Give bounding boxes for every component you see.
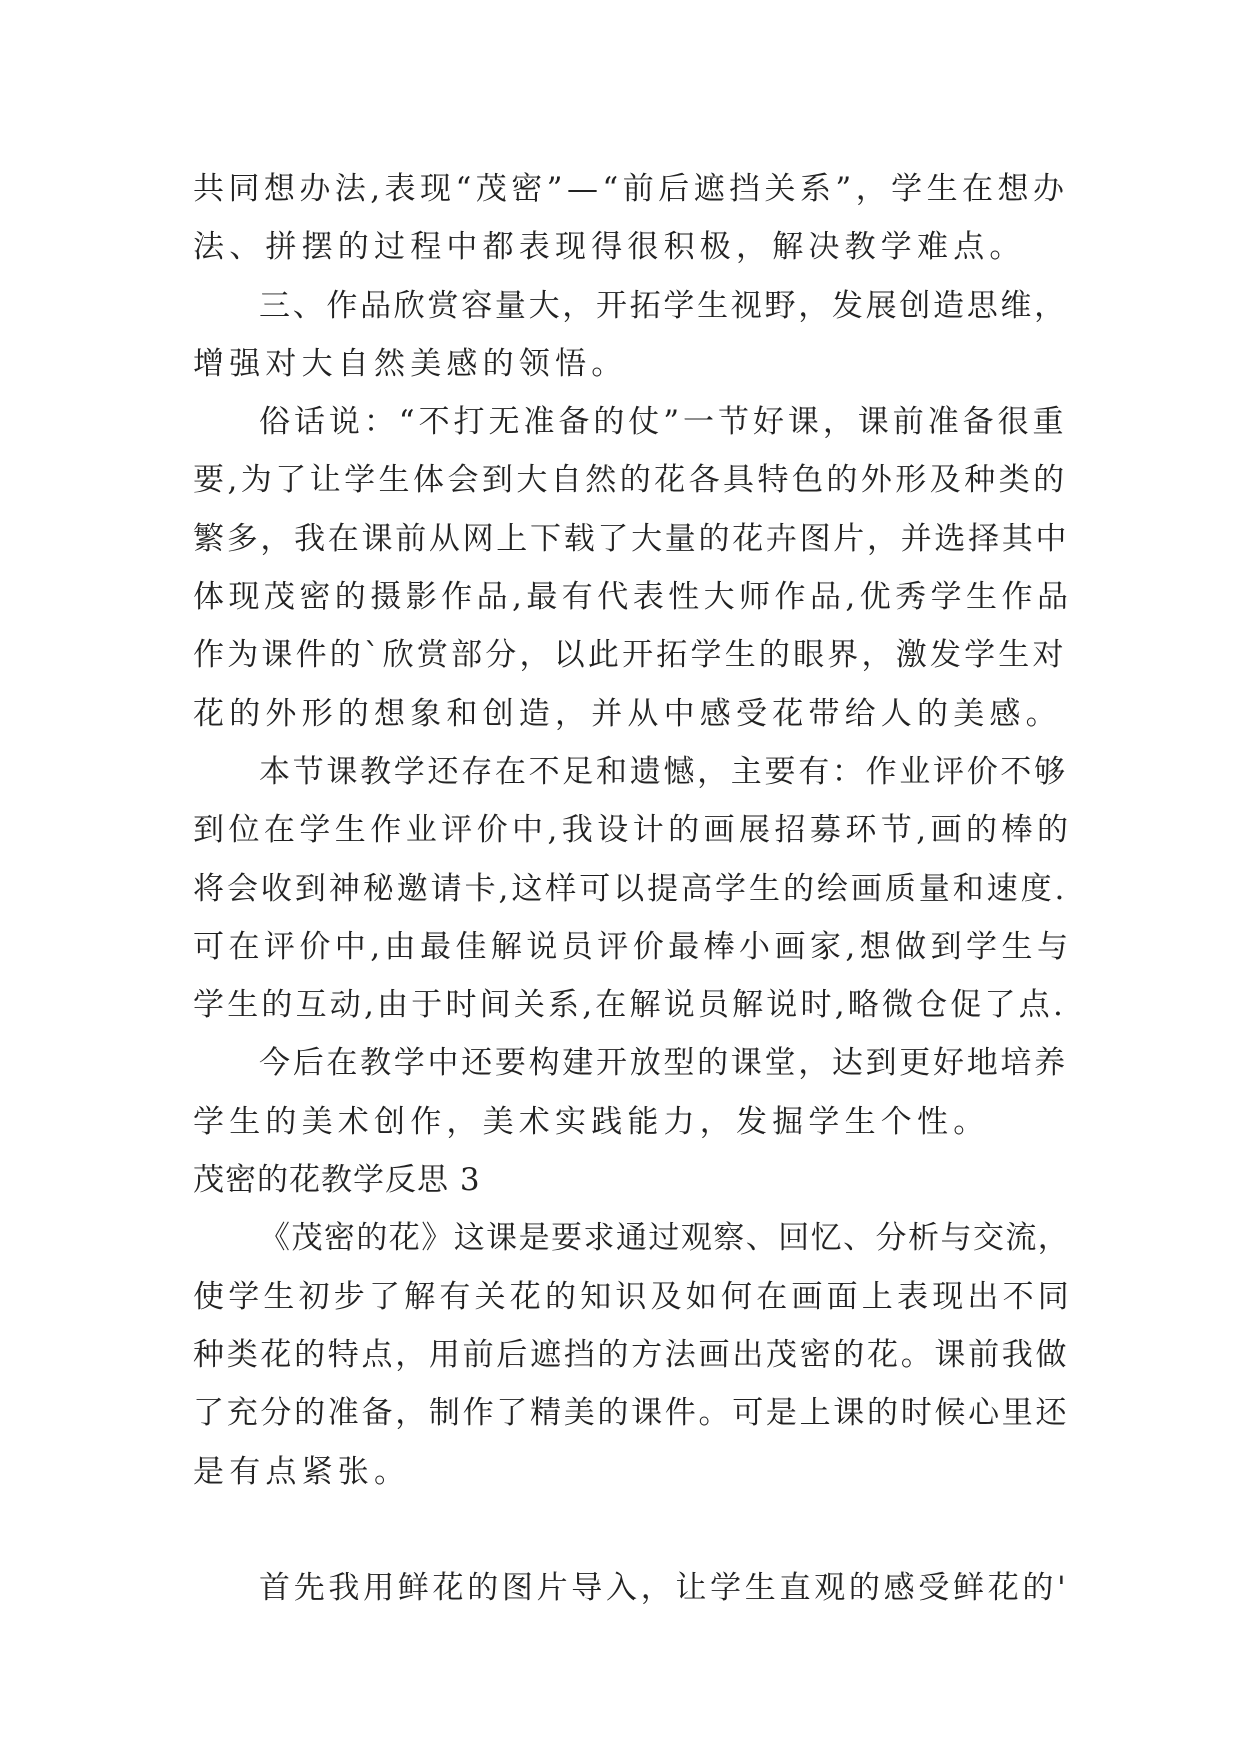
text-line: 学生的互动,由于时间关系,在解说员解说时,略微仓促了点. — [193, 987, 1067, 1024]
text-line: 体现茂密的摄影作品,最有代表性大师作品,优秀学生作品 — [193, 579, 1073, 616]
text-line: 繁多，我在课前从网上下载了大量的花卉图片，并选择其中 — [193, 520, 1070, 557]
text-line: 使学生初步了解有关花的知识及如何在画面上表现出不同 — [193, 1278, 1073, 1315]
text-line: 要,为了让学生体会到大自然的花各具特色的外形及种类的 — [193, 462, 1068, 499]
text-line: 是有点紧张。 — [193, 1453, 411, 1490]
text-line: 将会收到神秘邀请卡,这样可以提高学生的绘画质量和速度. — [193, 870, 1068, 907]
text-line: 了充分的准备，制作了精美的课件。可是上课的时候心里还 — [193, 1395, 1070, 1432]
text-line: 可在评价中,由最佳解说员评价最棒小画家,想做到学生与 — [193, 928, 1073, 965]
text-line: 首先我用鲜花的图片导入，让学生直观的感受鲜花的' — [259, 1570, 1070, 1607]
document-body — [193, 160, 1073, 1617]
text-line: 作为课件的`欣赏部分，以此开拓学生的眼界，激发学生对 — [193, 637, 1067, 674]
text-line: 增强对大自然美感的领悟。 — [193, 345, 628, 382]
text-line: 花的外形的想象和创造，并从中感受花带给人的美感。 — [193, 695, 1062, 732]
text-line: 到位在学生作业评价中,我设计的画展招募环节,画的棒的 — [193, 812, 1073, 849]
text-line: 学生的美术创作，美术实践能力，发掘学生个性。 — [193, 1103, 990, 1140]
text-line: 法、拼摆的过程中都表现得很积极，解决教学难点。 — [193, 229, 1026, 266]
text-line: 俗话说：“不打无准备的仗”一节好课，课前准备很重 — [259, 404, 1068, 441]
section-heading: 茂密的花教学反思 3 — [193, 1162, 481, 1199]
text-line: 今后在教学中还要构建开放型的课堂，达到更好地培养 — [259, 1045, 1068, 1082]
text-line: 共同想办法,表现“茂密”—“前后遮挡关系”，学生在想办 — [193, 171, 1069, 207]
text-line: 《茂密的花》这课是要求通过观察、回忆、分析与交流， — [259, 1220, 1071, 1257]
text-line: 三、作品欣赏容量大，开拓学生视野，发展创造思维， — [259, 287, 1068, 324]
blank-line — [193, 1501, 1073, 1559]
text-line: 本节课教学还存在不足和遗憾，主要有：作业评价不够 — [259, 753, 1068, 790]
text-line: 种类花的特点，用前后遮挡的方法画出茂密的花。课前我做 — [193, 1336, 1070, 1373]
